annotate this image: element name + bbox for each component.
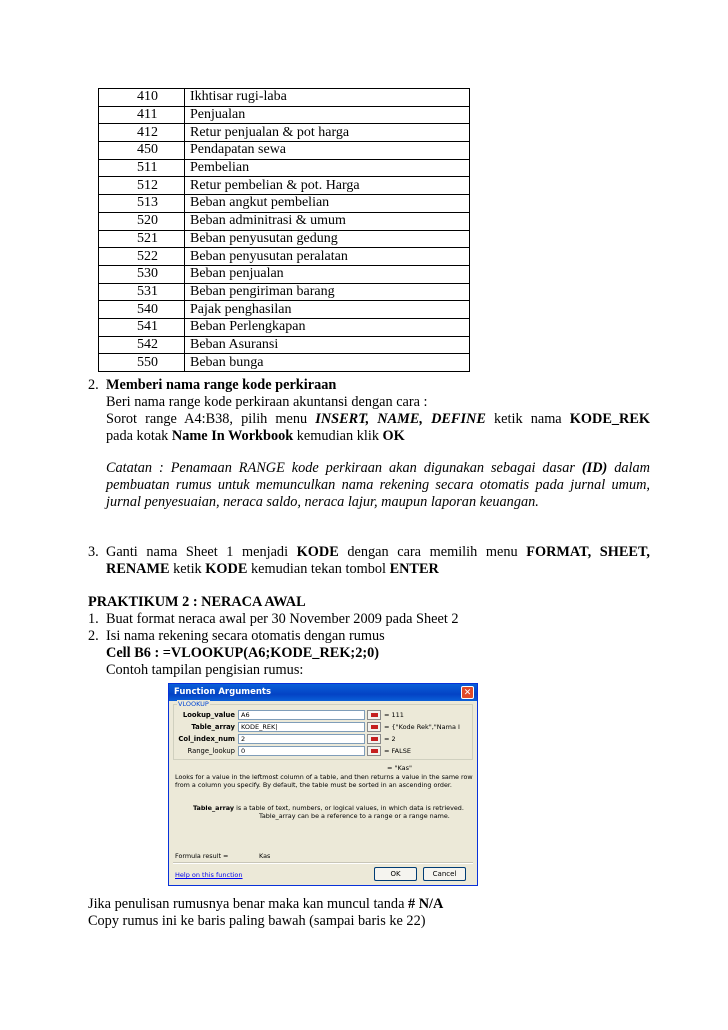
step-2-line-1: Beri nama range kode perkiraan akuntansi dengan cara : bbox=[106, 394, 428, 410]
praktikum-item-1-number: 1. bbox=[88, 611, 99, 627]
table-row bbox=[99, 318, 470, 336]
account-code-table bbox=[98, 88, 470, 372]
table-row bbox=[99, 106, 470, 124]
account-code-cell: 542 bbox=[99, 336, 185, 354]
argument-help-line-2: Table_array can be a reference to a range or a range name. bbox=[259, 812, 450, 820]
account-code-cell: 540 bbox=[99, 301, 185, 319]
col-index-num-result: = 2 bbox=[384, 735, 396, 743]
praktikum-item-2: Isi nama rekening secara otomatis dengan rumus bbox=[106, 628, 385, 644]
table-array-input[interactable]: KODE_REK| bbox=[238, 722, 365, 732]
account-name-cell: Beban adminitrasi & umum bbox=[185, 212, 470, 230]
table-array-result: = {"Kode Rek","Nama I bbox=[384, 723, 460, 731]
account-code-cell: 550 bbox=[99, 354, 185, 372]
col-index-num-collapse-icon[interactable] bbox=[367, 734, 381, 744]
function-description-line-2: from a column you specify. By default, the table must be sorted in an ascending order. bbox=[175, 781, 452, 789]
range-lookup-input[interactable]: 0 bbox=[238, 746, 365, 756]
account-code-cell: 531 bbox=[99, 283, 185, 301]
range-lookup-result: = FALSE bbox=[384, 747, 411, 755]
account-name-cell: Beban angkut pembelian bbox=[185, 195, 470, 213]
formula-result-value: Kas bbox=[259, 852, 271, 860]
step-2-note-line-2: pembuatan rumus untuk memunculkan nama rekening secara otomatis pada jurnal umum, bbox=[106, 477, 650, 493]
lookup-value-input[interactable]: A6 bbox=[238, 710, 365, 720]
cancel-button[interactable]: Cancel bbox=[423, 867, 466, 881]
vlookup-group-label: VLOOKUP bbox=[178, 700, 209, 708]
account-code-cell: 410 bbox=[99, 89, 185, 107]
table-row bbox=[99, 336, 470, 354]
table-row bbox=[99, 301, 470, 319]
account-name-cell: Beban Asuransi bbox=[185, 336, 470, 354]
close-icon[interactable]: ✕ bbox=[461, 686, 474, 699]
lookup-value-result: = 111 bbox=[384, 711, 404, 719]
step-2-number: 2. bbox=[88, 377, 99, 393]
account-code-cell: 450 bbox=[99, 142, 185, 160]
step-2-line-3: pada kotak Name In Workbook kemudian klik OK bbox=[106, 428, 405, 444]
step-3-line-1: Ganti nama Sheet 1 menjadi KODE dengan cara memilih menu FORMAT, SHEET, bbox=[106, 544, 651, 560]
formula-result-label: Formula result = bbox=[175, 852, 229, 860]
account-code-cell: 512 bbox=[99, 177, 185, 195]
table-row bbox=[99, 230, 470, 248]
account-code-cell: 412 bbox=[99, 124, 185, 142]
account-code-cell: 511 bbox=[99, 159, 185, 177]
account-name-cell: Beban penjualan bbox=[185, 265, 470, 283]
lookup-value-label: Lookup_value bbox=[182, 711, 235, 719]
account-name-cell: Retur penjualan & pot harga bbox=[185, 124, 470, 142]
table-array-label: Table_array bbox=[191, 723, 235, 731]
step-2-note-line-3: jurnal penyesuaian, neraca saldo, neraca lajur, maupun laporan keuangan. bbox=[106, 494, 539, 510]
step-2-line-2: Sorot range A4:B38, pilih menu INSERT, NAME, DEFINE ketik nama KODE_REK bbox=[106, 411, 650, 427]
argument-help-line-1: Table_array is a table of text, numbers, or logical values, in which data is retrieved. bbox=[193, 804, 464, 812]
table-row bbox=[99, 159, 470, 177]
function-arguments-dialog bbox=[168, 683, 478, 886]
account-name-cell: Pembelian bbox=[185, 159, 470, 177]
table-row bbox=[99, 283, 470, 301]
praktikum-example-caption: Contoh tampilan pengisian rumus: bbox=[106, 662, 304, 678]
dialog-title: Function Arguments bbox=[169, 684, 477, 701]
range-lookup-collapse-icon[interactable] bbox=[367, 746, 381, 756]
account-code-cell: 530 bbox=[99, 265, 185, 283]
table-row bbox=[99, 142, 470, 160]
ok-button[interactable]: OK bbox=[374, 867, 417, 881]
account-name-cell: Ikhtisar rugi-laba bbox=[185, 89, 470, 107]
praktikum-formula: Cell B6 : =VLOOKUP(A6;KODE_REK;2;0) bbox=[106, 645, 380, 661]
lookup-value-collapse-icon[interactable] bbox=[367, 710, 381, 720]
account-code-cell: 521 bbox=[99, 230, 185, 248]
table-row bbox=[99, 212, 470, 230]
table-row bbox=[99, 124, 470, 142]
account-name-cell: Penjualan bbox=[185, 106, 470, 124]
account-name-cell: Beban bunga bbox=[185, 354, 470, 372]
account-name-cell: Pendapatan sewa bbox=[185, 142, 470, 160]
dialog-separator bbox=[173, 862, 473, 864]
account-code-cell: 541 bbox=[99, 318, 185, 336]
range-lookup-label: Range_lookup bbox=[187, 747, 235, 755]
footer-line-2: Copy rumus ini ke baris paling bawah (sampai baris ke 22) bbox=[88, 913, 426, 929]
account-code-cell: 411 bbox=[99, 106, 185, 124]
account-name-cell: Beban penyusutan peralatan bbox=[185, 248, 470, 266]
account-name-cell: Beban penyusutan gedung bbox=[185, 230, 470, 248]
function-result-preview: = "Kas" bbox=[387, 764, 413, 772]
step-3-line-2: RENAME ketik KODE kemudian tekan tombol ENTER bbox=[106, 561, 439, 577]
praktikum-item-1: Buat format neraca awal per 30 November 2009 pada Sheet 2 bbox=[106, 611, 459, 627]
table-row bbox=[99, 354, 470, 372]
col-index-num-label: Col_index_num bbox=[178, 735, 235, 743]
praktikum-heading: PRAKTIKUM 2 : NERACA AWAL bbox=[88, 594, 306, 610]
help-on-this-function-link[interactable]: Help on this function bbox=[175, 871, 243, 879]
praktikum-item-2-number: 2. bbox=[88, 628, 99, 644]
table-row bbox=[99, 177, 470, 195]
col-index-num-input[interactable]: 2 bbox=[238, 734, 365, 744]
table-row bbox=[99, 195, 470, 213]
table-row bbox=[99, 248, 470, 266]
table-row bbox=[99, 265, 470, 283]
account-name-cell: Pajak penghasilan bbox=[185, 301, 470, 319]
table-array-collapse-icon[interactable] bbox=[367, 722, 381, 732]
account-name-cell: Beban pengiriman barang bbox=[185, 283, 470, 301]
account-name-cell: Retur pembelian & pot. Harga bbox=[185, 177, 470, 195]
step-2-note-line-1: Catatan : Penamaan RANGE kode perkiraan akan digunakan sebagai dasar (ID) dalam bbox=[106, 460, 650, 476]
function-description-line-1: Looks for a value in the leftmost column of a table, and then returns a value in the same row bbox=[175, 773, 473, 781]
account-code-cell: 522 bbox=[99, 248, 185, 266]
step-3-number: 3. bbox=[88, 544, 99, 560]
table-row bbox=[99, 89, 470, 107]
account-code-cell: 520 bbox=[99, 212, 185, 230]
footer-line-1: Jika penulisan rumusnya benar maka kan muncul tanda # N/A bbox=[88, 896, 444, 912]
account-name-cell: Beban Perlengkapan bbox=[185, 318, 470, 336]
account-code-cell: 513 bbox=[99, 195, 185, 213]
step-2-title: Memberi nama range kode perkiraan bbox=[106, 377, 337, 393]
